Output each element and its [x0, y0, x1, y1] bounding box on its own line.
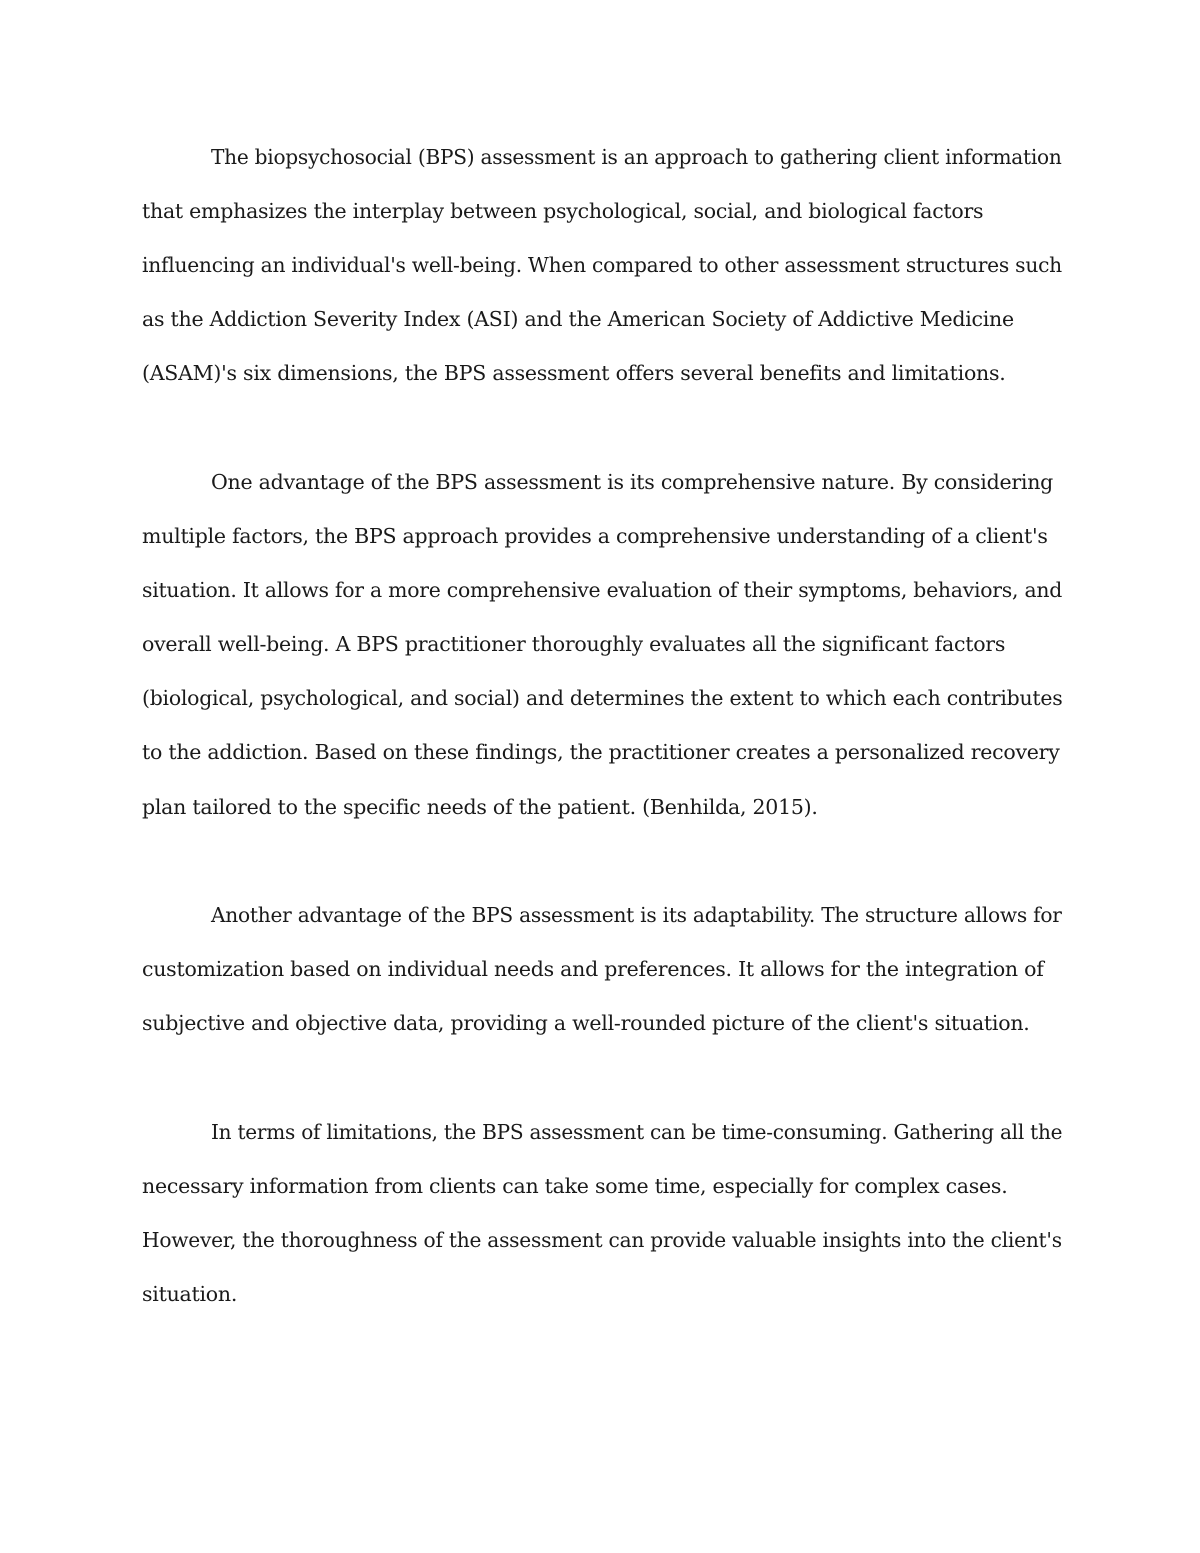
- paragraph-line: (ASAM)'s six dimensions, the BPS assessment offers several benefits and limitations.: [142, 361, 1006, 385]
- paragraph-line: In terms of limitations, the BPS assessment can be time-consuming. Gathering all the: [211, 1120, 1063, 1144]
- paragraph-line: Another advantage of the BPS assessment is its adaptability. The structure allows for: [211, 903, 1062, 927]
- paragraph-line: that emphasizes the interplay between psychological, social, and biological factors: [142, 199, 984, 223]
- paragraph-line: (biological, psychological, and social) and determines the extent to which each contributes: [142, 686, 1063, 710]
- paragraph-line: multiple factors, the BPS approach provides a comprehensive understanding of a client's: [142, 524, 1048, 548]
- paragraph-line: to the addiction. Based on these findings, the practitioner creates a personalized recovery: [142, 740, 1060, 764]
- paragraph-line: as the Addiction Severity Index (ASI) and the American Society of Addictive Medicine: [142, 307, 1014, 331]
- paragraph-line: situation. It allows for a more comprehensive evaluation of their symptoms, behaviors, and: [142, 578, 1063, 602]
- paragraph-line: necessary information from clients can take some time, especially for complex cases.: [142, 1174, 1008, 1198]
- paragraph-line: subjective and objective data, providing a well-rounded picture of the client's situation.: [142, 1011, 1030, 1035]
- paragraph-line: influencing an individual's well-being. When compared to other assessment structures such: [142, 253, 1062, 277]
- paragraph-line: plan tailored to the specific needs of the patient. (Benhilda, 2015).: [142, 795, 818, 819]
- paragraph-line: overall well-being. A BPS practitioner thoroughly evaluates all the significant factors: [142, 632, 1006, 656]
- paragraph-line: The biopsychosocial (BPS) assessment is an approach to gathering client information: [211, 145, 1062, 169]
- paragraph-line: situation.: [142, 1282, 238, 1306]
- paragraph-line: customization based on individual needs and preferences. It allows for the integration of: [142, 957, 1044, 981]
- paragraph-line: One advantage of the BPS assessment is its comprehensive nature. By considering: [211, 470, 1054, 494]
- paragraph-line: However, the thoroughness of the assessment can provide valuable insights into the client's: [142, 1228, 1062, 1252]
